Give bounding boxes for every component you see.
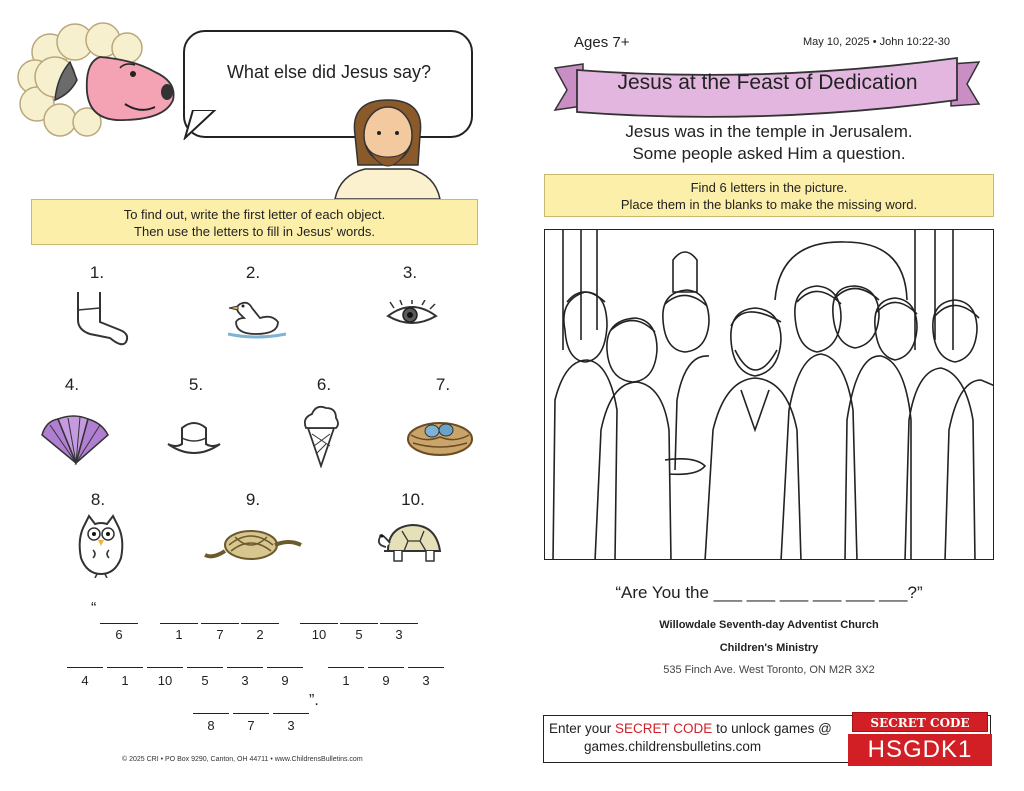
jesus-illustration	[330, 95, 445, 199]
letter-number: 10	[157, 673, 173, 688]
blank-line-3-1[interactable]	[193, 696, 229, 714]
copyright-footer: © 2025 CRI • PO Box 9290, Canton, OH 44711 • www.ChildrensBulletins.com	[122, 756, 363, 763]
speech-text: What else did Jesus say?	[226, 62, 432, 82]
find-line-2: Place them in the blanks to make the missing word.	[620, 197, 918, 212]
blank-line-3-3[interactable]	[273, 696, 309, 714]
letter-number: 1	[175, 627, 183, 642]
secret-code-label: SECRET CODE	[852, 712, 988, 732]
secret-code-value: HSGDK1	[848, 734, 992, 766]
item-number-3: 3.	[402, 263, 418, 282]
blank-line-2-3[interactable]	[147, 650, 183, 668]
blank-line-2-4[interactable]	[187, 650, 223, 668]
story-line-2: Some people asked Him a question.	[632, 144, 906, 163]
letter-number: 4	[81, 673, 89, 688]
blank-line-1-7[interactable]	[380, 606, 418, 624]
letter-number: 9	[281, 673, 289, 688]
letter-number: 5	[355, 627, 363, 642]
letter-number: 1	[121, 673, 129, 688]
open-quote: “	[91, 600, 97, 617]
ministry-name: Children's Ministry	[719, 642, 819, 654]
item-number-1: 1.	[89, 263, 105, 282]
blank-line-2-7[interactable]	[328, 650, 364, 668]
page-title: Jesus at the Feast of Dedication	[617, 71, 918, 94]
item-number-8: 8.	[90, 490, 106, 509]
blank-line-1-6[interactable]	[340, 606, 378, 624]
sheep-illustration	[15, 22, 185, 137]
item-number-4: 4.	[64, 375, 80, 394]
letter-number: 7	[247, 718, 255, 733]
letter-number: 7	[216, 627, 224, 642]
letter-number: 3	[395, 627, 403, 642]
temple-scene-illustration	[545, 230, 994, 560]
blank-line-3-2[interactable]	[233, 696, 269, 714]
nest-icon	[405, 413, 475, 457]
close-quote: ”.	[309, 692, 319, 709]
item-number-5: 5.	[188, 375, 204, 394]
blank-line-2-5[interactable]	[227, 650, 263, 668]
find-line-1: Find 6 letters in the picture.	[690, 180, 848, 195]
blank-line-2-9[interactable]	[408, 650, 444, 668]
turtle-icon	[374, 517, 446, 567]
blank-line-1-5[interactable]	[300, 606, 338, 624]
rope-icon	[203, 523, 303, 569]
letter-number: 9	[382, 673, 390, 688]
games-website-link[interactable]: games.childrensbulletins.com	[584, 739, 762, 754]
duck-icon	[226, 296, 288, 342]
item-number-6: 6.	[316, 375, 332, 394]
item-number-2: 2.	[245, 263, 261, 282]
instruction-line-2: Then use the letters to fill in Jesus' words.	[134, 224, 375, 239]
speech-bubble-tail	[183, 110, 223, 140]
letter-number: 8	[207, 718, 215, 733]
item-number-7: 7.	[435, 375, 451, 394]
story-line-1: Jesus was in the temple in Jerusalem.	[625, 122, 913, 141]
instruction-line-1: To find out, write the first letter of each object.	[123, 207, 386, 222]
letter-number: 10	[311, 627, 327, 642]
blank-line-1-1[interactable]	[100, 606, 138, 624]
coloring-picture[interactable]	[544, 229, 994, 560]
letter-number: 3	[422, 673, 430, 688]
instructions-box	[31, 199, 478, 245]
hat-icon	[166, 418, 222, 458]
blank-line-2-2[interactable]	[107, 650, 143, 668]
letter-number: 3	[287, 718, 295, 733]
item-number-10: 10.	[401, 490, 425, 509]
blank-line-2-6[interactable]	[267, 650, 303, 668]
blank-line-2-1[interactable]	[67, 650, 103, 668]
ice-cream-icon	[302, 404, 340, 468]
blank-line-1-2[interactable]	[160, 606, 198, 624]
letter-number: 3	[241, 673, 249, 688]
blank-line-2-8[interactable]	[368, 650, 404, 668]
blank-line-1-3[interactable]	[201, 606, 239, 624]
arm-icon	[70, 290, 132, 360]
blank-line-1-4[interactable]	[241, 606, 279, 624]
owl-icon	[75, 514, 127, 578]
church-address: 535 Finch Ave. West Toronto, ON M2R 3X2	[663, 664, 875, 676]
fill-in-question: “Are You the ___ ___ ___ ___ ___ ___?”	[615, 583, 923, 602]
fan-icon	[38, 415, 112, 467]
code-highlight: SECRET CODE	[615, 721, 713, 736]
eye-icon	[384, 300, 440, 332]
letter-number: 5	[201, 673, 209, 688]
date-reference: May 10, 2025 • John 10:22-30	[803, 36, 950, 48]
age-label: Ages 7+	[574, 34, 630, 51]
code-suffix: to unlock games @	[712, 721, 832, 736]
code-prefix: Enter your	[549, 721, 616, 736]
letter-number: 6	[115, 627, 123, 642]
letter-number: 1	[342, 673, 350, 688]
letter-number: 2	[256, 627, 264, 642]
story-text	[544, 121, 994, 165]
item-number-9: 9.	[245, 490, 261, 509]
find-instructions-box	[544, 174, 994, 217]
church-name: Willowdale Seventh-day Adventist Church	[659, 619, 879, 631]
code-instructions	[549, 721, 832, 736]
